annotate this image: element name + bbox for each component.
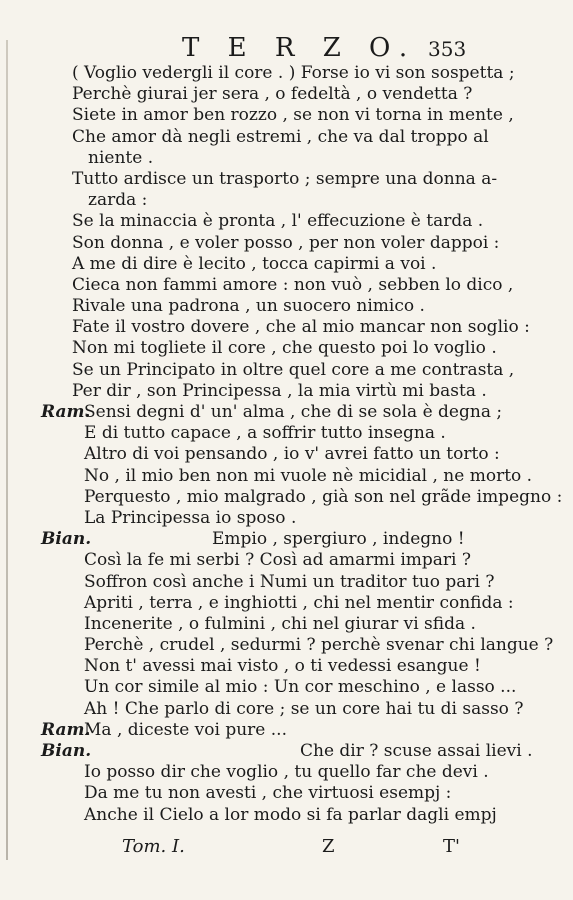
verse-line — [0, 169, 573, 190]
line-text: Tutto ardisce un trasporto ; sempre una donna a- — [72, 168, 498, 189]
line-text: Da me tu non avesti , che virtuosi esempj : — [84, 783, 452, 804]
verse-line — [0, 338, 573, 359]
verse-line — [0, 275, 573, 296]
verse-line — [0, 572, 573, 593]
verse-line — [0, 360, 573, 381]
verse-line-speaker — [0, 529, 573, 550]
line-text: Per dir , son Principessa , la mia virtù mi basta . — [72, 380, 487, 401]
speaker-label: Ram. — [41, 402, 91, 422]
verse-line — [0, 635, 573, 656]
line-text: Un cor simile al mio : Un cor meschino , e lasso ... — [84, 677, 517, 698]
line-text: niente . — [88, 147, 154, 168]
line-text: Anche il Cielo a lor modo si fa parlar dagli empj — [84, 804, 497, 825]
verse-line — [0, 593, 573, 614]
line-text: No , il mio ben non mi vuole nè micidial , ne morto . — [84, 465, 533, 486]
verse-text — [0, 63, 573, 826]
verse-line — [0, 254, 573, 275]
line-text: ( Voglio vedergli il core . ) Forse io vi son sospetta ; — [72, 63, 515, 83]
verse-line — [0, 296, 573, 317]
speaker-label: Bian. — [41, 529, 92, 550]
verse-line — [0, 614, 573, 635]
line-text: Soffron così anche i Numi un traditor tuo pari ? — [84, 571, 495, 592]
verse-line — [0, 762, 573, 783]
verse-line-speaker — [0, 402, 573, 423]
running-header — [0, 33, 573, 63]
page-footer — [0, 836, 573, 860]
line-text: Che amor dà negli estremi , che va dal troppo al — [72, 126, 489, 147]
verse-line — [0, 550, 573, 571]
line-text: Io posso dir che voglio , tu quello far che devi . — [84, 762, 489, 783]
verse-line-speaker — [0, 720, 573, 741]
verse-line — [0, 805, 573, 826]
verse-line — [0, 444, 573, 465]
line-text: Se un Principato in oltre quel core a me contrasta , — [72, 359, 515, 380]
verse-line — [0, 487, 573, 508]
line-text: Così la fe mi serbi ? Così ad amarmi impari ? — [84, 550, 472, 571]
verse-line — [0, 699, 573, 720]
line-text: Ma , diceste voi pure ... — [84, 719, 287, 740]
line-text: Perquesto , mio malgrado , già son nel grãde impegno : — [84, 486, 563, 507]
line-text: Siete in amor ben rozzo , se non vi torna in mente , — [72, 105, 514, 126]
verse-line — [0, 423, 573, 444]
verse-line-continuation — [0, 190, 573, 211]
verse-line — [0, 233, 573, 254]
line-text: E di tutto capace , a soffrir tutto insegna . — [84, 423, 446, 444]
line-text: Fate il vostro dovere , che al mio mancar non soglio : — [72, 317, 530, 338]
verse-line — [0, 127, 573, 148]
line-text: Ah ! Che parlo di core ; se un core hai tu di sasso ? — [84, 698, 524, 719]
verse-line — [0, 508, 573, 529]
line-text: Altro di voi pensando , io v' avrei fatto un torto : — [84, 444, 500, 465]
verse-line-speaker — [0, 741, 573, 762]
line-text: Non t' avessi mai visto , o ti vedessi esangue ! — [84, 656, 481, 677]
speaker-label: Ram. — [41, 719, 91, 740]
verse-line — [0, 381, 573, 402]
line-text: Non mi togliete il core , che questo poi lo voglio . — [72, 338, 497, 359]
verse-line — [0, 84, 573, 105]
verse-line-continuation — [0, 148, 573, 169]
verse-line — [0, 211, 573, 232]
line-text: Empio , spergiuro , indegno ! — [212, 529, 465, 550]
speaker-label: Bian. — [41, 741, 92, 761]
line-text: Se la minaccia è pronta , l' effecuzione è tarda . — [72, 211, 484, 232]
volume-mark: Tom. I. — [122, 836, 185, 857]
catchword: T' — [443, 836, 460, 857]
verse-line — [0, 317, 573, 338]
verse-line — [0, 656, 573, 677]
line-text: Rivale una padrona , un suocero nimico . — [72, 296, 425, 317]
signature-mark: Z — [322, 836, 335, 857]
verse-line — [0, 466, 573, 487]
line-text: La Principessa io sposo . — [84, 507, 297, 528]
verse-line — [0, 677, 573, 698]
line-text: Perchè , crudel , sedurmi ? perchè svenar chi langue ? — [84, 635, 554, 656]
line-text: zarda : — [88, 190, 148, 211]
verse-line — [0, 783, 573, 804]
running-title: T E R Z O. — [182, 33, 418, 63]
line-text: Perchè giurai jer sera , o fedeltà , o vendetta ? — [72, 84, 473, 105]
line-text: Apriti , terra , e inghiotti , chi nel mentir confida : — [84, 592, 514, 613]
line-text: Sensi degni d' un' alma , che di se sola è degna ; — [84, 402, 503, 422]
line-text: Che dir ? scuse assai lievi . — [300, 741, 533, 761]
verse-line — [0, 105, 573, 126]
line-text: A me di dire è lecito , tocca capirmi a voi . — [72, 253, 437, 274]
page-number: 353 — [428, 37, 467, 61]
verse-line — [0, 63, 573, 84]
line-text: Son donna , e voler posso , per non voler dappoi : — [72, 232, 500, 253]
line-text: Cieca non fammi amore : non vuò , sebben lo dico , — [72, 274, 514, 295]
line-text: Incenerite , o fulmini , chi nel giurar vi sfida . — [84, 613, 476, 634]
